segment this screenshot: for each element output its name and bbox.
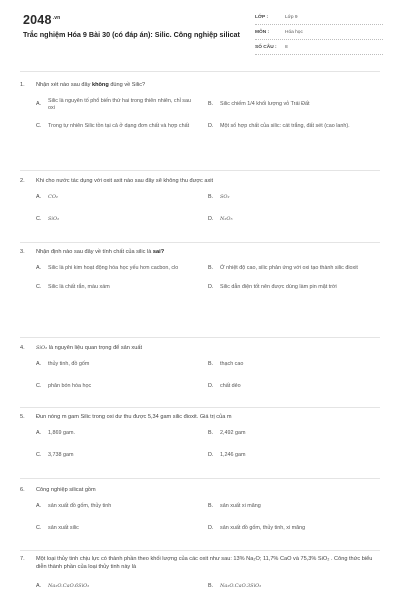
page-title: Trắc nghiệm Hóa 9 Bài 30 (có đáp án): Silic. Công nghiệp silicat [23,30,240,39]
option-d[interactable]: D. Silic dẫn điện tốt nên được dùng làm pin mặt trời [208,283,337,290]
option-c[interactable]: C. phân bón hóa học [36,382,92,389]
option-d[interactable]: D. sản xuất đồ gốm, thủy tinh, xi măng [208,524,306,531]
divider [20,478,380,479]
mon-value: Hóa học [285,29,303,35]
option-list [36,583,380,591]
option-a[interactable]: A. 1,869 gam. [36,429,75,436]
question-text: 4. SiO₂ là nguyên liệu quan trọng để sản xuất [20,345,142,351]
option-list [36,98,380,131]
question-number: 6. [20,487,25,493]
option-a[interactable]: A. Na₂O.CaO.6SiO₂ [36,583,90,590]
page-header [0,0,400,62]
option-b[interactable]: B. sản xuất xi măng [208,502,261,509]
question-number: 3. [20,249,25,255]
divider [20,407,380,408]
logo-text: 2048 [23,13,52,27]
info-row-mon [255,25,383,40]
question-number: 7. [20,556,25,562]
site-logo[interactable] [23,13,60,27]
socau-value: 8 [285,44,288,50]
question-number: 4. [20,345,25,351]
info-row-lop [255,10,383,25]
question-text: 2. Khi cho nước tác dụng với oxit axit nào sau đây sẽ không thu được axit [20,178,214,184]
option-b[interactable]: B. Silic chiếm 1/4 khối lượng vỏ Trái Đất [208,101,310,108]
question-5 [20,414,380,460]
question-text: 5. Đun nóng m gam Silic trong oxi dư thu được 5,34 gam silic đioxit. Giá trị của m [20,414,232,420]
divider [20,170,380,171]
logo-suffix: .vn [52,14,61,21]
option-a[interactable]: A. sản xuất đồ gốm, thủy tinh [36,502,112,509]
question-number: 5. [20,414,25,420]
option-d[interactable]: D. Một số hợp chất của silic: cát trắng, đất sét (cao lanh). [208,122,350,129]
option-c[interactable]: C. SiO₂ [36,215,60,222]
info-panel [255,10,383,55]
option-b[interactable]: B. Ở nhiệt độ cao, silic phản ứng với oxi tạo thành silic đioxit [208,264,358,271]
question-number: 2. [20,178,25,184]
option-c[interactable]: C. 3,738 gam [36,451,74,458]
option-list [36,194,380,224]
question-3 [20,249,380,292]
option-d[interactable]: D. chất dẻo [208,382,241,389]
question-7 [20,556,380,591]
option-a[interactable]: A. Silic là nguyên tố phổ biến thứ hai trong thiên nhiên, chỉ sau oxi [36,97,191,111]
lop-label: LỚP : [255,14,269,20]
mon-label: MÔN : [255,29,270,35]
option-c[interactable]: C. sản xuất silic [36,524,79,531]
option-b[interactable]: B. thạch cao [208,360,244,367]
lop-value: Lớp 9 [285,14,298,20]
option-b[interactable]: B. 2,492 gam [208,429,246,436]
question-4 [20,345,380,391]
option-list [36,265,380,292]
option-b[interactable]: B. Na₂O.CaO.3SiO₂ [208,583,262,590]
option-c[interactable]: C. Silic là chất rắn, màu xám [36,283,110,290]
divider [20,550,380,551]
info-row-socau [255,40,383,55]
option-list [36,430,380,460]
question-1 [20,82,380,131]
option-a[interactable]: A. thủy tinh, đồ gốm [36,360,90,367]
divider [20,242,380,243]
option-list [36,361,380,391]
divider [20,71,380,72]
divider [20,337,380,338]
question-text: 6. Công nghiệp silicat gồm [20,487,96,493]
option-list [36,503,380,533]
option-a[interactable]: A. CO₂ [36,193,58,200]
option-d[interactable]: D. 1,246 gam [208,451,246,458]
question-text: 1. Nhận xét nào sau đây không đúng về Silic? [20,82,146,88]
question-6 [20,487,380,533]
question-2 [20,178,380,224]
question-text: 7. Một loại thủy tinh chịu lực có thành phần theo khối lượng của các oxit như sau: 13% Na₂O; 11,7% CaO và 75,3% SiO₂ . Công thức biểu diễn thành phần của loại thủy tinh này là [20,556,373,570]
option-c[interactable]: C. Trong tự nhiên Silic tồn tại cả ở dạng đơn chất và hợp chất [36,122,190,129]
question-text: 3. Nhận định nào sau đây về tính chất của silic là sai? [20,249,165,255]
option-d[interactable]: D. N₂O₅ [208,215,233,222]
option-b[interactable]: B. SO₂ [208,193,230,200]
option-a[interactable]: A. Silic là phi kim hoạt động hóa học yếu hơn cacbon, clo [36,264,179,271]
question-number: 1. [20,82,25,88]
socau-label: SỐ CÂU : [255,44,277,50]
